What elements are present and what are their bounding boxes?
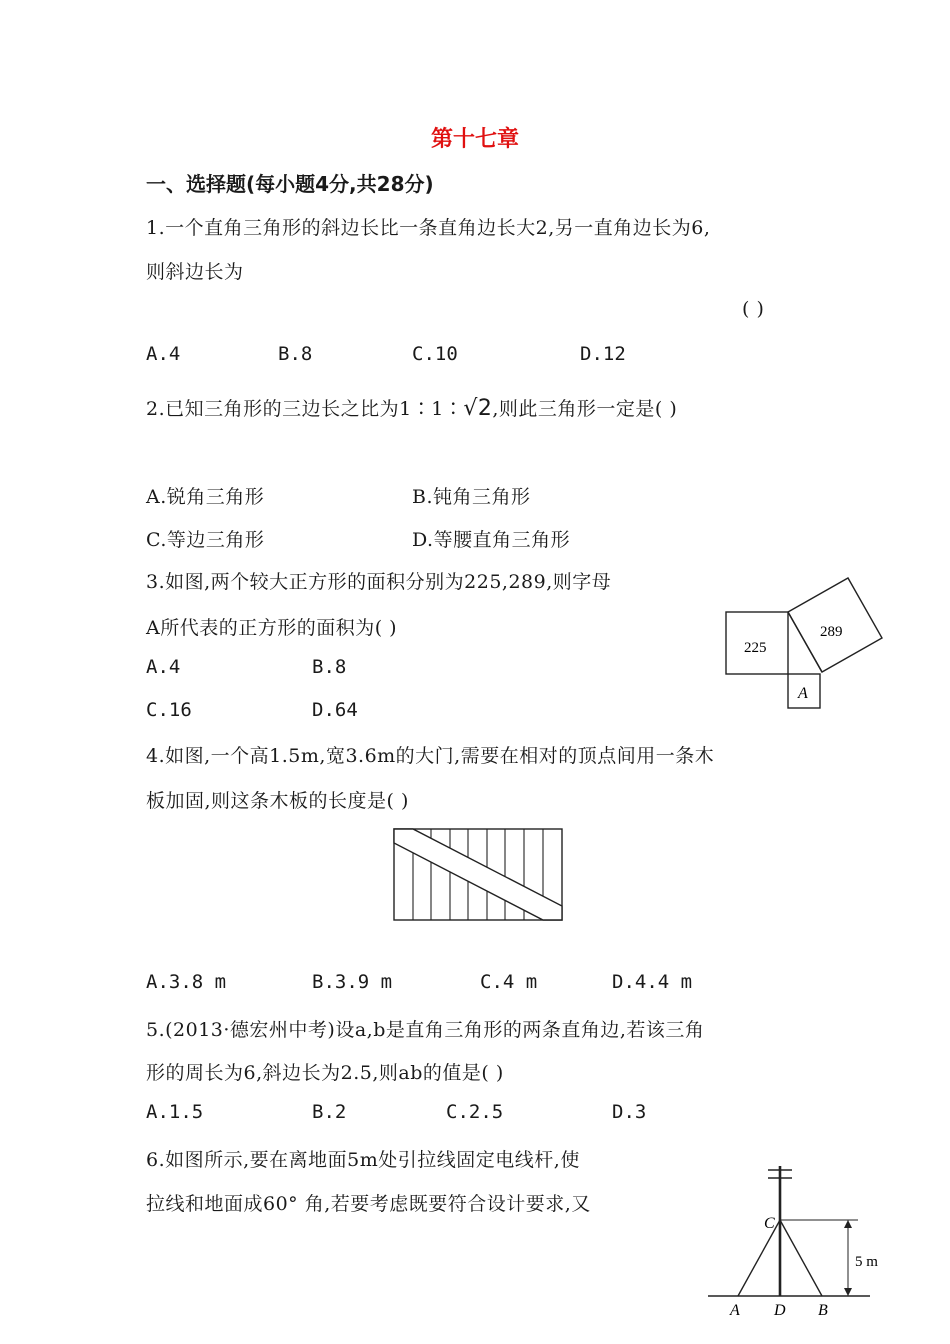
q4-line1: 4.如图,一个高1.5m,宽3.6m的大门,需要在相对的顶点间用一条木	[146, 745, 715, 767]
q4-gate-figure	[393, 828, 563, 922]
q1-answer-paren: ( )	[742, 298, 765, 320]
label-225: 225	[744, 640, 767, 656]
q2-option-d[interactable]: D.等腰直角三角形	[412, 529, 571, 551]
chapter-title: 第十七章	[430, 127, 519, 152]
q4-option-a[interactable]: A.3.8 m	[146, 971, 227, 993]
q4-option-b[interactable]: B.3.9 m	[312, 971, 393, 993]
gate-diagonal-board	[394, 829, 562, 920]
arrow-down	[844, 1288, 852, 1296]
q3-squares-figure	[720, 576, 890, 716]
label-289: 289	[820, 624, 843, 640]
q5-option-a[interactable]: A.1.5	[146, 1101, 204, 1123]
q1-option-d[interactable]: D.12	[580, 343, 626, 365]
q3-option-b[interactable]: B.8	[312, 656, 347, 678]
label-a: A	[798, 685, 808, 702]
q3-option-c[interactable]: C.16	[146, 699, 192, 721]
wire-right	[780, 1220, 822, 1296]
q6-pole-figure	[700, 1158, 892, 1342]
q4-option-c[interactable]: C.4 m	[480, 971, 538, 993]
q5-option-d[interactable]: D.3	[612, 1101, 647, 1123]
q1-option-b[interactable]: B.8	[278, 343, 313, 365]
q3-line2: A所代表的正方形的面积为( )	[146, 617, 398, 639]
q4-line2: 板加固,则这条木板的长度是( )	[146, 790, 409, 812]
section-title: 一、选择题(每小题4分,共28分)	[146, 172, 434, 196]
q2-text-after: ,则此三角形一定是( )	[492, 398, 678, 420]
q1-line2: 则斜边长为	[146, 261, 244, 283]
q3-option-d[interactable]: D.64	[312, 699, 358, 721]
label-d: D	[774, 1302, 786, 1319]
q3-line1: 3.如图,两个较大正方形的面积分别为225,289,则字母	[146, 571, 612, 593]
q1-line1: 1.一个直角三角形的斜边长比一条直角边长大2,另一直角边长为6,	[146, 217, 711, 239]
label-height: 5 m	[855, 1254, 878, 1270]
q6-line1: 6.如图所示,要在离地面5m处引拉线固定电线杆,使	[146, 1149, 580, 1171]
triangle-hypotenuse	[788, 612, 822, 672]
q6-line2: 拉线和地面成60° 角,若要考虑既要符合设计要求,又	[146, 1193, 591, 1215]
q3-option-a[interactable]: A.4	[146, 656, 181, 678]
q5-option-b[interactable]: B.2	[312, 1101, 347, 1123]
q5-line2: 形的周长为6,斜边长为2.5,则ab的值是( )	[146, 1062, 504, 1084]
q2-text-before: 2.已知三角形的三边长之比为1∶1∶	[146, 398, 464, 420]
arrow-up	[844, 1220, 852, 1228]
q5-option-c[interactable]: C.2.5	[446, 1101, 504, 1123]
label-c: C	[764, 1215, 775, 1232]
q2-option-c[interactable]: C.等边三角形	[146, 529, 265, 551]
q2-radical: √2	[463, 396, 493, 421]
q2-option-a[interactable]: A.锐角三角形	[146, 486, 265, 508]
label-a: A	[730, 1302, 740, 1319]
label-b: B	[818, 1302, 828, 1319]
q2-stem	[146, 394, 677, 421]
q2-option-b[interactable]: B.钝角三角形	[412, 486, 531, 508]
q1-option-c[interactable]: C.10	[412, 343, 458, 365]
q4-option-d[interactable]: D.4.4 m	[612, 971, 693, 993]
q5-line1: 5.(2013·德宏州中考)设a,b是直角三角形的两条直角边,若该三角	[146, 1019, 705, 1041]
q1-option-a[interactable]: A.4	[146, 343, 181, 365]
